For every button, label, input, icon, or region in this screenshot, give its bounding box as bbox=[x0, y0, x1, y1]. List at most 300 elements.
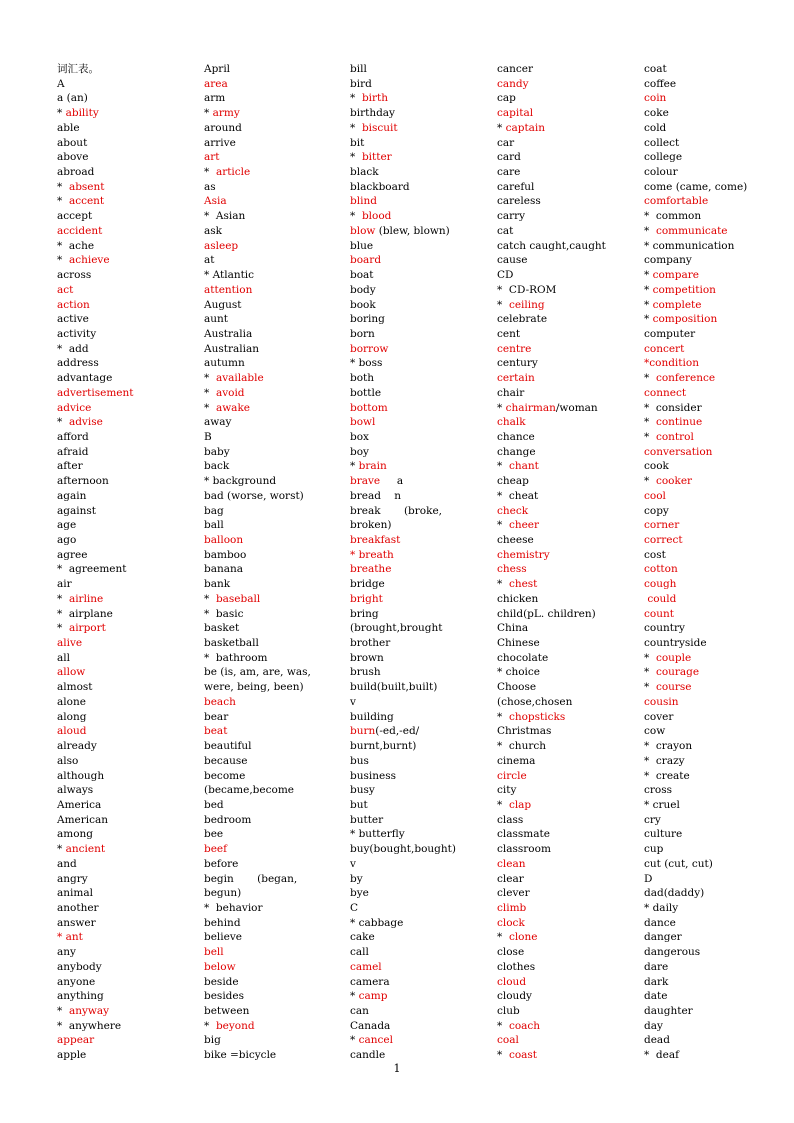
vocab-entry bbox=[497, 253, 637, 268]
entry-word: v bbox=[350, 695, 356, 708]
vocab-entry bbox=[204, 194, 344, 209]
vocab-entry bbox=[497, 945, 637, 960]
entry-marker: * bbox=[497, 931, 509, 944]
entry-word: A bbox=[57, 77, 65, 90]
vocab-entry bbox=[350, 386, 490, 401]
entry-word: box bbox=[350, 430, 369, 443]
entry-word: * ant bbox=[57, 931, 83, 944]
vocab-entry bbox=[57, 430, 197, 445]
vocab-entry bbox=[644, 77, 784, 92]
entry-word: dark bbox=[644, 975, 669, 988]
vocab-entry bbox=[204, 1033, 344, 1048]
vocab-entry bbox=[497, 769, 637, 784]
entry-word: animal bbox=[57, 887, 93, 900]
entry-word: cold bbox=[644, 121, 667, 134]
entry-word: bamboo bbox=[204, 548, 247, 561]
entry-marker: * bbox=[644, 283, 653, 296]
vocab-entry bbox=[350, 798, 490, 813]
entry-suffix: (blew, blown) bbox=[375, 224, 450, 237]
entry-word: bear bbox=[204, 710, 229, 723]
vocab-entry bbox=[497, 327, 637, 342]
entry-word: bell bbox=[204, 946, 224, 959]
vocab-entry bbox=[497, 430, 637, 445]
vocab-entry bbox=[350, 489, 490, 504]
vocab-entry bbox=[644, 813, 784, 828]
entry-word: * bathroom bbox=[204, 651, 268, 664]
entry-marker: * bbox=[497, 121, 506, 134]
entry-word: * crayon bbox=[644, 740, 693, 753]
entry-word: biscuit bbox=[361, 121, 398, 134]
vocab-entry bbox=[57, 651, 197, 666]
entry-word: clone bbox=[508, 931, 538, 944]
entry-word: cheap bbox=[497, 475, 529, 488]
vocab-entry bbox=[350, 401, 490, 416]
entry-word: candle bbox=[350, 1049, 386, 1062]
vocab-entry bbox=[644, 1019, 784, 1034]
entry-word: camel bbox=[350, 960, 382, 973]
entry-word: conversation bbox=[644, 445, 713, 458]
vocab-entry bbox=[350, 1019, 490, 1034]
entry-word: cup bbox=[644, 843, 664, 856]
entry-marker: * bbox=[497, 578, 509, 591]
vocab-entry bbox=[204, 504, 344, 519]
vocab-entry bbox=[350, 901, 490, 916]
entry-word: * behavior bbox=[204, 901, 263, 914]
vocab-entry bbox=[204, 165, 344, 180]
entry-word: bottom bbox=[350, 401, 388, 414]
vocab-entry bbox=[204, 989, 344, 1004]
entry-word: abroad bbox=[57, 166, 95, 179]
vocab-entry bbox=[350, 783, 490, 798]
entry-marker: * bbox=[644, 313, 653, 326]
entry-word: cost bbox=[644, 548, 666, 561]
entry-word: careless bbox=[497, 195, 541, 208]
vocab-entry bbox=[57, 312, 197, 327]
vocab-entry bbox=[57, 1048, 197, 1063]
entry-word: cut (cut, cut) bbox=[644, 857, 713, 870]
entry-marker: * bbox=[497, 460, 509, 473]
entry-word: captain bbox=[505, 121, 546, 134]
vocab-entry bbox=[350, 268, 490, 283]
entry-word: day bbox=[644, 1019, 663, 1032]
entry-word: clear bbox=[497, 872, 524, 885]
vocab-entry bbox=[644, 165, 784, 180]
entry-word: climb bbox=[497, 901, 527, 914]
vocab-entry bbox=[57, 401, 197, 416]
entry-word: * background bbox=[204, 475, 277, 488]
entry-word: a (an) bbox=[57, 92, 88, 105]
entry-word: again bbox=[57, 489, 87, 502]
entry-word: America bbox=[57, 798, 102, 811]
entry-word: aloud bbox=[57, 725, 87, 738]
entry-word: classroom bbox=[497, 843, 551, 856]
vocab-entry bbox=[350, 312, 490, 327]
entry-word: afraid bbox=[57, 445, 89, 458]
entry-word: city bbox=[497, 784, 517, 797]
entry-word: chairman bbox=[505, 401, 556, 414]
vocab-entry bbox=[644, 342, 784, 357]
entry-marker: * bbox=[644, 430, 656, 443]
entry-word: alive bbox=[57, 637, 83, 650]
entry-word: ball bbox=[204, 519, 224, 532]
entry-word: beyond bbox=[215, 1019, 255, 1032]
entry-word: begun) bbox=[204, 887, 242, 900]
vocab-entry bbox=[57, 474, 197, 489]
vocab-entry bbox=[644, 489, 784, 504]
entry-word: bridge bbox=[350, 578, 385, 591]
entry-word: cat bbox=[497, 224, 514, 237]
vocab-entry bbox=[350, 165, 490, 180]
vocab-entry bbox=[497, 798, 637, 813]
entry-marker: * bbox=[497, 1049, 509, 1062]
vocab-entry bbox=[644, 415, 784, 430]
vocab-entry bbox=[644, 577, 784, 592]
entry-word: below bbox=[204, 960, 236, 973]
entry-word: control bbox=[655, 430, 694, 443]
vocab-entry bbox=[497, 533, 637, 548]
entry-word: club bbox=[497, 1005, 520, 1017]
vocab-entry bbox=[497, 474, 637, 489]
entry-word: course bbox=[655, 681, 692, 694]
vocab-entry bbox=[497, 268, 637, 283]
entry-word: bottle bbox=[350, 386, 382, 399]
vocab-entry bbox=[497, 356, 637, 371]
vocab-entry bbox=[57, 1019, 197, 1034]
entry-word: change bbox=[497, 445, 536, 458]
vocab-entry bbox=[644, 121, 784, 136]
entry-word: 词汇表。 bbox=[57, 63, 99, 75]
entry-word: camera bbox=[350, 975, 390, 988]
vocab-entry bbox=[57, 592, 197, 607]
entry-suffix: a bbox=[380, 475, 404, 488]
vocab-entry bbox=[644, 445, 784, 460]
vocab-entry bbox=[497, 577, 637, 592]
vocab-entry bbox=[644, 916, 784, 931]
entry-word: chalk bbox=[497, 416, 526, 429]
entry-word: computer bbox=[644, 327, 696, 340]
entry-word: blackboard bbox=[350, 180, 410, 193]
entry-word: cry bbox=[644, 813, 661, 826]
entry-word: body bbox=[350, 283, 376, 296]
vocab-entry bbox=[350, 224, 490, 239]
entry-word: * airplane bbox=[57, 607, 113, 620]
vocab-entry bbox=[57, 106, 197, 121]
entry-word: (brought,brought bbox=[350, 622, 443, 635]
entry-word: chance bbox=[497, 430, 535, 443]
vocab-entry bbox=[497, 621, 637, 636]
vocab-entry bbox=[204, 371, 344, 386]
entry-word: August bbox=[204, 298, 242, 311]
vocab-entry bbox=[204, 842, 344, 857]
vocab-entry bbox=[644, 194, 784, 209]
vocab-entry bbox=[57, 386, 197, 401]
entry-word: certain bbox=[497, 372, 535, 385]
vocab-entry bbox=[350, 77, 490, 92]
vocab-entry bbox=[644, 298, 784, 313]
vocab-entry bbox=[644, 312, 784, 327]
vocab-entry bbox=[644, 91, 784, 106]
entry-word: believe bbox=[204, 931, 243, 944]
vocab-entry bbox=[350, 106, 490, 121]
entry-word: brain bbox=[358, 460, 387, 473]
vocab-entry bbox=[57, 283, 197, 298]
entry-word: cross bbox=[644, 784, 672, 797]
vocab-entry bbox=[350, 209, 490, 224]
vocab-entry bbox=[497, 489, 637, 504]
vocab-entry bbox=[57, 621, 197, 636]
entry-word: able bbox=[57, 121, 80, 134]
vocab-entry bbox=[204, 872, 344, 887]
entry-marker: * bbox=[644, 475, 656, 488]
entry-word: catch caught,caught bbox=[497, 239, 606, 252]
vocab-entry bbox=[57, 371, 197, 386]
entry-marker: * bbox=[57, 592, 69, 605]
vocab-entry bbox=[57, 533, 197, 548]
entry-word: along bbox=[57, 710, 87, 723]
entry-word: baby bbox=[204, 445, 230, 458]
entry-word: accent bbox=[68, 195, 105, 208]
entry-word: agree bbox=[57, 548, 88, 561]
vocab-entry bbox=[204, 1019, 344, 1034]
vocab-entry bbox=[350, 607, 490, 622]
entry-marker: * bbox=[350, 460, 359, 473]
entry-marker: * bbox=[204, 592, 216, 605]
vocab-entry bbox=[644, 651, 784, 666]
entry-word: absent bbox=[68, 180, 105, 193]
vocab-entry bbox=[57, 121, 197, 136]
vocab-entry bbox=[204, 592, 344, 607]
entry-word: C bbox=[350, 901, 359, 914]
entry-word: cancer bbox=[497, 63, 534, 75]
vocab-entry bbox=[644, 680, 784, 695]
entry-word: burnt,burnt) bbox=[350, 740, 417, 753]
entry-suffix: /woman bbox=[555, 401, 598, 414]
entry-word: break (broke, bbox=[350, 504, 443, 517]
entry-word: * Atlantic bbox=[204, 269, 255, 282]
entry-word: chant bbox=[508, 460, 539, 473]
entry-marker: * bbox=[497, 798, 509, 811]
vocab-entry bbox=[57, 327, 197, 342]
vocab-entry bbox=[204, 106, 344, 121]
entry-word: * daily bbox=[644, 901, 679, 914]
entry-word: class bbox=[497, 813, 524, 826]
vocab-entry bbox=[644, 710, 784, 725]
entry-word: cough bbox=[644, 578, 677, 591]
entry-word: blow bbox=[350, 224, 376, 237]
entry-word: copy bbox=[644, 504, 669, 517]
vocab-entry bbox=[57, 842, 197, 857]
entry-marker: * bbox=[204, 401, 216, 414]
vocab-entry bbox=[644, 533, 784, 548]
vocab-entry bbox=[644, 180, 784, 195]
vocab-entry bbox=[204, 739, 344, 754]
entry-word: country bbox=[644, 622, 685, 635]
entry-word: appear bbox=[57, 1034, 95, 1047]
vocab-entry bbox=[644, 253, 784, 268]
entry-word: accept bbox=[57, 210, 93, 223]
vocab-entry bbox=[57, 930, 197, 945]
entry-word: China bbox=[497, 622, 529, 635]
vocab-entry bbox=[204, 798, 344, 813]
vocab-entry bbox=[57, 298, 197, 313]
vocab-entry bbox=[644, 798, 784, 813]
vocab-entry bbox=[644, 356, 784, 371]
vocab-entry bbox=[204, 577, 344, 592]
entry-word: arm bbox=[204, 92, 226, 105]
vocab-entry bbox=[204, 415, 344, 430]
vocab-entry bbox=[57, 607, 197, 622]
vocab-entry bbox=[497, 209, 637, 224]
entry-word: collect bbox=[644, 136, 680, 149]
entry-word: * cabbage bbox=[350, 916, 404, 929]
vocab-entry bbox=[204, 916, 344, 931]
vocab-entry bbox=[204, 401, 344, 416]
vocab-entry bbox=[350, 91, 490, 106]
vocab-entry bbox=[497, 680, 637, 695]
entry-word: awake bbox=[215, 401, 251, 414]
vocab-entry bbox=[204, 857, 344, 872]
vocab-entry bbox=[204, 62, 344, 77]
entry-word: cotton bbox=[644, 563, 678, 576]
vocab-entry bbox=[57, 518, 197, 533]
entry-word: another bbox=[57, 901, 99, 914]
entry-word: * ache bbox=[57, 239, 95, 252]
entry-word: because bbox=[204, 754, 248, 767]
vocab-entry bbox=[57, 783, 197, 798]
entry-word: competition bbox=[652, 283, 716, 296]
entry-word: centre bbox=[497, 342, 532, 355]
entry-word: cow bbox=[644, 725, 666, 738]
entry-word: art bbox=[204, 151, 220, 164]
vocab-entry bbox=[350, 548, 490, 563]
entry-word: allow bbox=[57, 666, 86, 679]
entry-word: communicate bbox=[655, 224, 728, 237]
vocab-entry bbox=[644, 386, 784, 401]
vocab-entry bbox=[204, 1004, 344, 1019]
vocab-entry bbox=[204, 813, 344, 828]
entry-word: beautiful bbox=[204, 740, 252, 753]
vocab-entry bbox=[497, 930, 637, 945]
vocab-entry bbox=[644, 827, 784, 842]
entry-word: accident bbox=[57, 224, 103, 237]
vocab-entry bbox=[350, 636, 490, 651]
entry-word: brave bbox=[350, 475, 381, 488]
vocab-entry bbox=[644, 754, 784, 769]
entry-word: conference bbox=[655, 372, 716, 385]
vocab-entry bbox=[204, 209, 344, 224]
entry-word: besides bbox=[204, 990, 245, 1003]
entry-word: broken) bbox=[350, 519, 392, 532]
vocab-entry bbox=[644, 283, 784, 298]
entry-word: * basic bbox=[204, 607, 244, 620]
entry-word: against bbox=[57, 504, 96, 517]
vocab-entry bbox=[644, 268, 784, 283]
entry-word: B bbox=[204, 430, 212, 443]
vocab-entry bbox=[350, 136, 490, 151]
entry-suffix: (-ed,-ed/ bbox=[375, 725, 420, 738]
vocab-entry bbox=[204, 224, 344, 239]
entry-word: cinema bbox=[497, 754, 536, 767]
entry-word: bit bbox=[350, 136, 365, 149]
entry-word: aunt bbox=[204, 313, 229, 326]
entry-word: chest bbox=[508, 578, 538, 591]
vocab-entry bbox=[644, 150, 784, 165]
entry-word: celebrate bbox=[497, 313, 548, 326]
entry-marker: * bbox=[644, 681, 656, 694]
vocab-entry bbox=[497, 224, 637, 239]
vocab-entry bbox=[204, 960, 344, 975]
vocab-entry bbox=[497, 636, 637, 651]
entry-word: act bbox=[57, 283, 74, 296]
vocab-entry bbox=[204, 489, 344, 504]
vocab-entry bbox=[204, 783, 344, 798]
entry-word: build(built,built) bbox=[350, 681, 438, 694]
entry-word: brush bbox=[350, 666, 381, 679]
entry-word: at bbox=[204, 254, 215, 267]
entry-word: answer bbox=[57, 916, 96, 929]
vocab-entry bbox=[57, 180, 197, 195]
entry-word: cloudy bbox=[497, 990, 532, 1003]
entry-word: bill bbox=[350, 63, 367, 75]
entry-word: * deaf bbox=[644, 1049, 680, 1062]
entry-word: culture bbox=[644, 828, 683, 841]
vocab-entry bbox=[350, 842, 490, 857]
entry-word: come (came, come) bbox=[644, 180, 748, 193]
entry-word: bread n bbox=[350, 489, 402, 502]
vocab-entry bbox=[57, 724, 197, 739]
entry-word: * cruel bbox=[644, 798, 680, 811]
vocab-entry bbox=[350, 415, 490, 430]
vocab-entry bbox=[350, 916, 490, 931]
vocab-entry bbox=[204, 474, 344, 489]
entry-word: address bbox=[57, 357, 99, 370]
entry-marker: * bbox=[644, 372, 656, 385]
vocab-entry bbox=[644, 607, 784, 622]
vocab-entry bbox=[204, 342, 344, 357]
entry-word: ask bbox=[204, 224, 223, 237]
vocab-entry bbox=[350, 1033, 490, 1048]
entry-word: become bbox=[204, 769, 246, 782]
entry-word: can bbox=[350, 1005, 369, 1017]
vocab-entry bbox=[350, 813, 490, 828]
vocab-entry bbox=[644, 872, 784, 887]
vocab-entry bbox=[644, 548, 784, 563]
vocab-entry bbox=[350, 592, 490, 607]
entry-word: cousin bbox=[644, 695, 679, 708]
vocab-entry bbox=[497, 857, 637, 872]
vocab-entry bbox=[204, 356, 344, 371]
vocab-entry bbox=[204, 930, 344, 945]
vocab-entry bbox=[350, 356, 490, 371]
entry-word: apple bbox=[57, 1049, 87, 1062]
entry-word: bus bbox=[350, 754, 369, 767]
vocab-entry bbox=[497, 592, 637, 607]
vocab-entry bbox=[497, 724, 637, 739]
entry-marker: * bbox=[57, 1005, 69, 1017]
vocab-entry bbox=[350, 989, 490, 1004]
vocab-entry bbox=[57, 577, 197, 592]
vocab-entry bbox=[204, 945, 344, 960]
vocab-entry bbox=[57, 136, 197, 151]
entry-word: chess bbox=[497, 563, 527, 576]
entry-word: coach bbox=[508, 1019, 541, 1032]
vocab-entry bbox=[644, 474, 784, 489]
entry-marker: * bbox=[57, 843, 66, 856]
vocab-entry bbox=[350, 283, 490, 298]
vocab-entry bbox=[57, 945, 197, 960]
vocab-entry bbox=[497, 1004, 637, 1019]
vocab-entry bbox=[57, 77, 197, 92]
